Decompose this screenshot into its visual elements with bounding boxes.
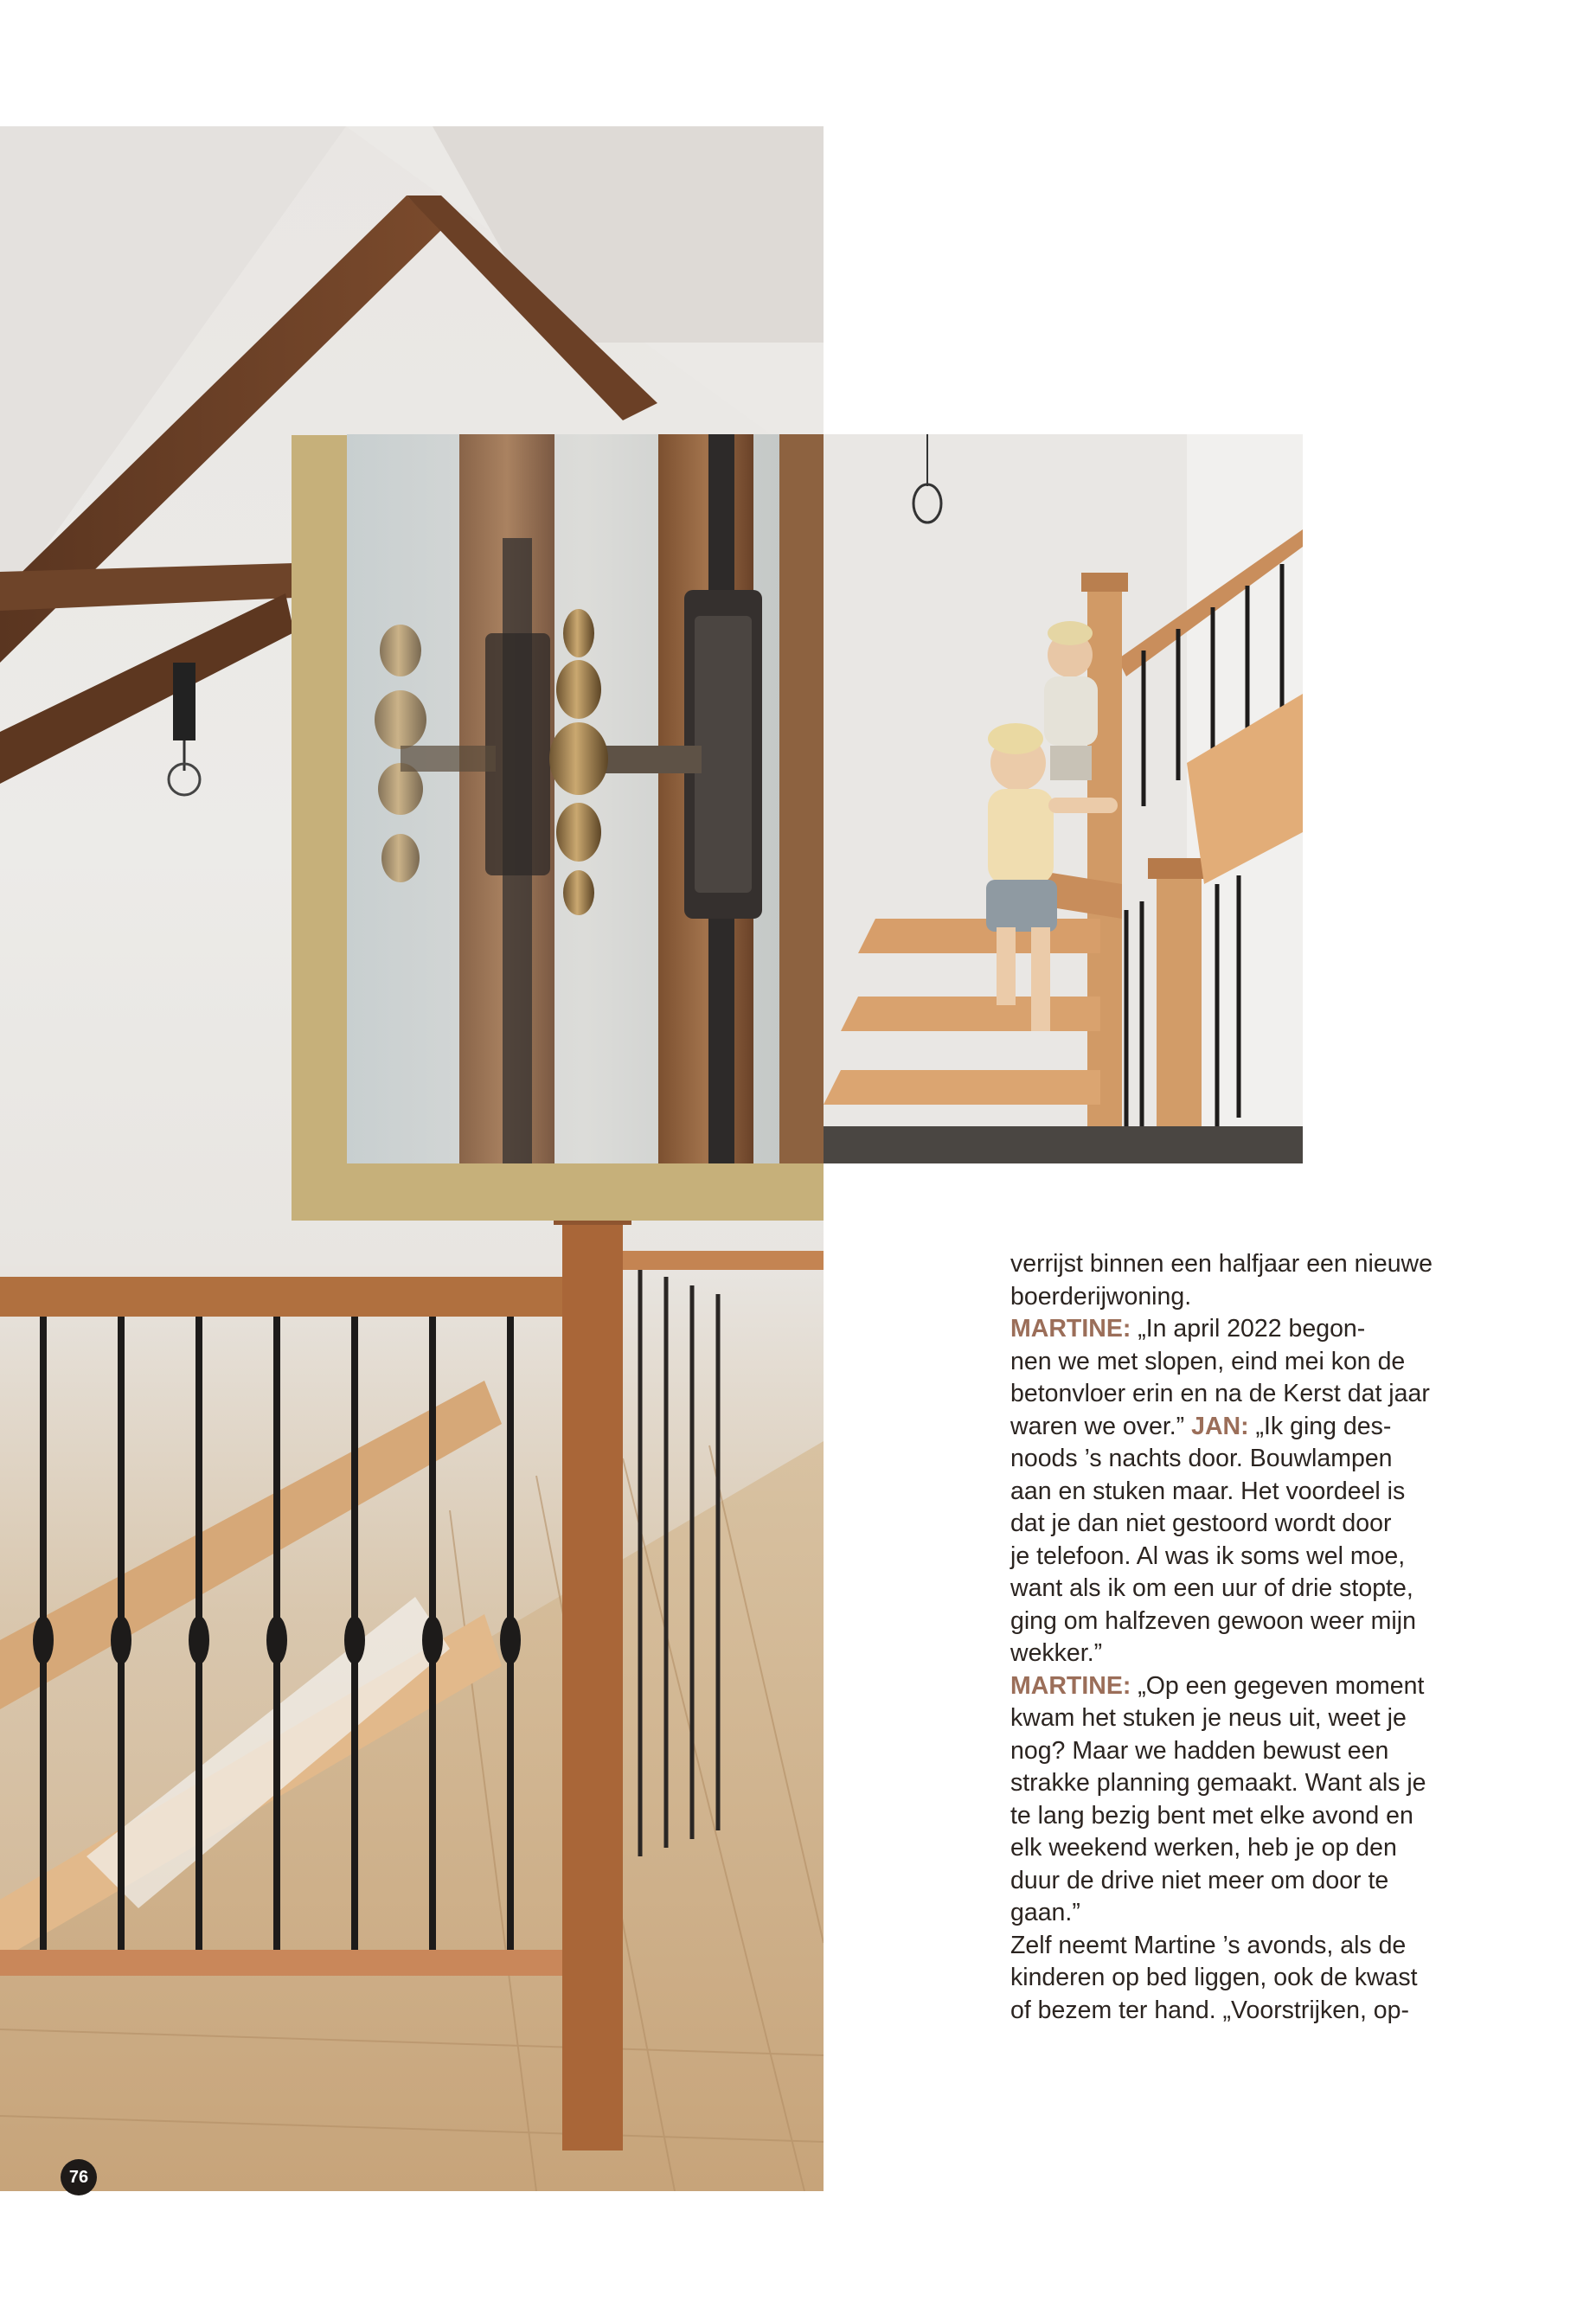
article-line: verrijst binnen een halfjaar een nieuwe (1010, 1250, 1433, 1278)
speaker-martine: MARTINE: (1010, 1671, 1131, 1700)
page-number-badge: 76 (61, 2159, 97, 2195)
article-line: dat je dan niet gestoord wordt door (1010, 1509, 1392, 1537)
article-line: elk weekend werken, heb je op den (1010, 1834, 1397, 1862)
article-line: ging om halfzeven gewoon weer mijn (1010, 1606, 1416, 1635)
article-line: kinderen op bed liggen, ook de kwast (1010, 1964, 1418, 1991)
article-line: kwam het stuken je neus uit, weet je (1010, 1704, 1407, 1732)
article-line: je telefoon. Al was ik soms wel moe, (1010, 1541, 1406, 1570)
article-line: strakke planning gemaakt. Want als je (1010, 1769, 1426, 1797)
photo-window-latch (347, 434, 824, 1163)
article-line: boerderijwoning. (1010, 1282, 1192, 1311)
article-line (1010, 1670, 1490, 1703)
article-line: Zelf neemt Martine ’s avonds, als de (1010, 1931, 1407, 1959)
article-body (1010, 1248, 1490, 2027)
photo-children-on-stairs (824, 434, 1303, 1163)
quote-text: „In april 2022 begon- (1131, 1315, 1366, 1343)
quote-text: „Ik ging des- (1248, 1412, 1392, 1440)
photo-children-on-stairs-illustration (824, 434, 1303, 1163)
quote-text: „Op een gegeven moment (1131, 1671, 1425, 1700)
quote-text: waren we over.” (1010, 1412, 1192, 1440)
article-line: betonvloer erin en na de Kerst dat jaar (1010, 1380, 1430, 1407)
article-line: aan en stuken maar. Het voordeel is (1010, 1477, 1406, 1505)
article-line: duur de drive niet meer om door te (1010, 1866, 1389, 1894)
article-line: want als ik om een uur of drie stopte, (1010, 1574, 1413, 1602)
article-line: of bezem ter hand. „Voorstrijken, op- (1010, 1996, 1409, 2024)
article-line (1010, 1313, 1490, 1346)
photo-window-latch-illustration (347, 434, 824, 1163)
speaker-jan: JAN: (1191, 1412, 1249, 1440)
article-line: noods ’s nachts door. Bouwlampen (1010, 1445, 1393, 1472)
article-line (1010, 1411, 1490, 1444)
article-line: wekker.” (1010, 1639, 1103, 1667)
article-line: gaan.” (1010, 1899, 1080, 1926)
article-line: te lang bezig bent met elke avond en (1010, 1801, 1413, 1830)
article-line: nen we met slopen, eind mei kon de (1010, 1347, 1406, 1375)
article-line: nog? Maar we hadden bewust een (1010, 1736, 1389, 1765)
speaker-martine: MARTINE: (1010, 1315, 1131, 1343)
